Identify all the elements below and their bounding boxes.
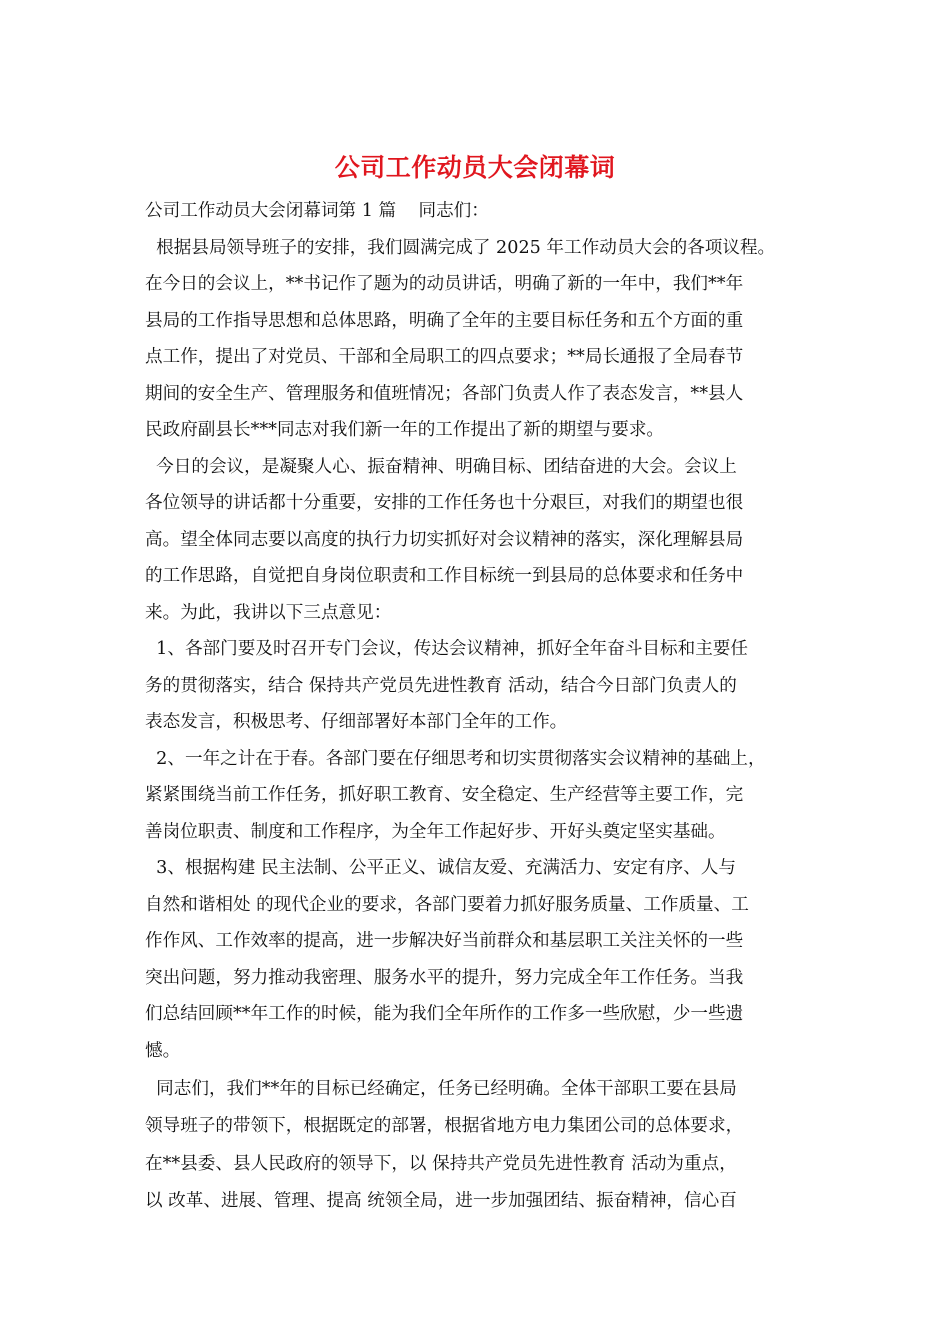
text-line: 2、一年之计在于春。各部门要在仔细思考和切实贯彻落实会议精神的基础上， bbox=[145, 749, 766, 769]
text-line: 高。望全体同志要以高度的执行力切实抓好对会议精神的落实，深化理解县局 bbox=[145, 530, 744, 550]
text-line: 表态发言，积极思考、仔细部署好本部门全年的工作。 bbox=[145, 712, 568, 732]
text-line: 在今日的会议上，**书记作了题为的动员讲话，明确了新的一年中，我们**年 bbox=[145, 274, 744, 294]
text-line: 自然和谐相处 的现代企业的要求，各部门要着力抓好服务质量、工作质量、工 bbox=[145, 895, 749, 915]
text-line: 根据县局领导班子的安排，我们圆满完成了 2025 年工作动员大会的各项议程。 bbox=[145, 238, 776, 258]
text-line: 以 改革、进展、管理、提高 统领全局，进一步加强团结、振奋精神，信心百 bbox=[145, 1191, 737, 1211]
text-line: 突出问题，努力推动我密理、服务水平的提升，努力完成全年工作任务。当我 bbox=[145, 968, 744, 988]
text-line: 善岗位职责、制度和工作程序，为全年工作起好步、开好头奠定坚实基础。 bbox=[145, 822, 726, 842]
text-line: 各位领导的讲话都十分重要，安排的工作任务也十分艰巨，对我们的期望也很 bbox=[145, 493, 744, 513]
text-line: 紧紧围绕当前工作任务，抓好职工教育、安全稳定、生产经营等主要工作，完 bbox=[145, 785, 744, 805]
text-line: 来。为此，我讲以下三点意见： bbox=[145, 603, 392, 623]
text-line: 今日的会议，是凝聚人心、振奋精神、明确目标、团结奋进的大会。会议上 bbox=[145, 457, 737, 477]
text-line: 公司工作动员大会闭幕词第 1 篇 同志们： bbox=[145, 201, 489, 221]
text-line: 3、根据构建 民主法制、公平正义、诚信友爱、充满活力、安定有序、人与 bbox=[145, 858, 736, 878]
text-line: 期间的安全生产、管理服务和值班情况；各部门负责人作了表态发言，**县人 bbox=[145, 384, 744, 404]
document-title: 公司工作动员大会闭幕词 bbox=[334, 153, 616, 182]
text-line: 作作风、工作效率的提高，进一步解决好当前群众和基层职工关注关怀的一些 bbox=[145, 931, 744, 951]
text-line: 憾。 bbox=[145, 1041, 181, 1061]
text-line: 领导班子的带领下，根据既定的部署，根据省地方电力集团公司的总体要求， bbox=[145, 1116, 744, 1136]
text-line: 点工作，提出了对党员、干部和全局职工的四点要求；**局长通报了全局春节 bbox=[145, 347, 744, 367]
text-line: 同志们，我们**年的目标已经确定，任务已经明确。全体干部职工要在县局 bbox=[145, 1079, 737, 1099]
text-line: 1、各部门要及时召开专门会议，传达会议精神，抓好全年奋斗目标和主要任 bbox=[145, 639, 748, 659]
text-line: 民政府副县长***同志对我们新一年的工作提出了新的期望与要求。 bbox=[145, 420, 665, 440]
text-line: 在**县委、县人民政府的领导下，以 保持共产党员先进性教育 活动为重点， bbox=[145, 1154, 737, 1174]
text-line: 们总结回顾**年工作的时候，能为我们全年所作的工作多一些欣慰，少一些遗 bbox=[145, 1004, 744, 1024]
text-line: 的工作思路，自觉把自身岗位职责和工作目标统一到县局的总体要求和任务中 bbox=[145, 566, 744, 586]
text-line: 县局的工作指导思想和总体思路，明确了全年的主要目标任务和五个方面的重 bbox=[145, 311, 744, 331]
text-line: 务的贯彻落实，结合 保持共产党员先进性教育 活动，结合今日部门负责人的 bbox=[145, 676, 737, 696]
